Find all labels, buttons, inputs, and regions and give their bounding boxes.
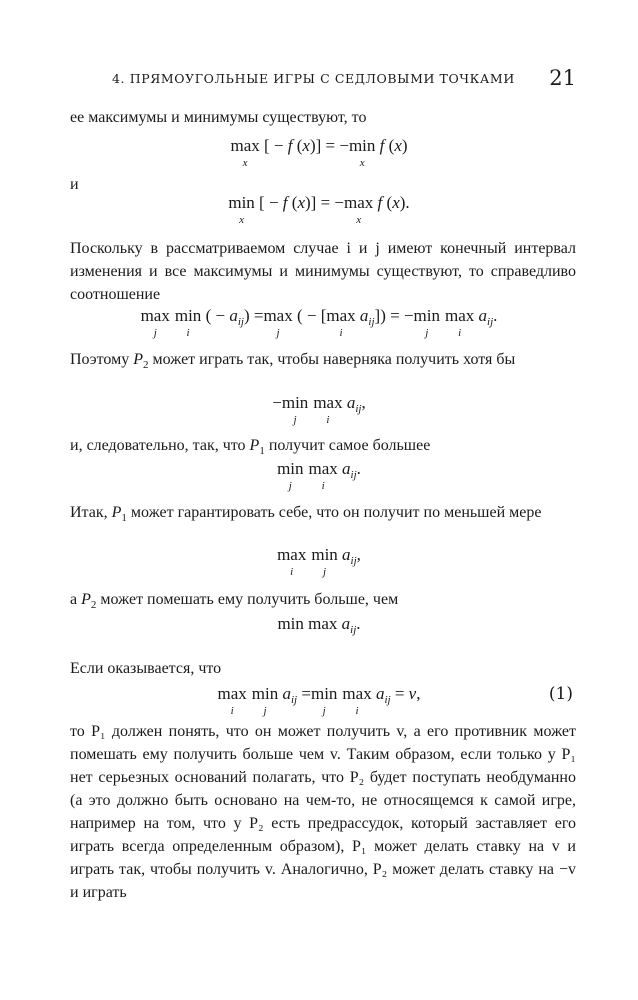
- text-line-1: ее максимумы и минимумы существуют, то: [70, 109, 367, 126]
- equation-number: (1): [548, 684, 573, 704]
- text-conjunction: и: [70, 176, 79, 193]
- paragraph-finite-interval: Поскольку в рассматриваемом случае i и j имеют конечный интервал изменения и все максимумы и минимумы существуют, то справедливо соотношение: [70, 240, 576, 303]
- formula-neg-minmax: − min j max i $a_{ij}$,: [272, 393, 366, 426]
- equation-1-saddle-value: max i min j $a_{ij}$ = min j max i $a_{ij} = v$,: [217, 684, 421, 717]
- paragraph-if-it-turns-out: Если оказывается, что: [70, 660, 222, 677]
- page-header: [0, 66, 638, 90]
- paragraph-conclusion: то P₁ должен понять, что он может получить v, а его противник может помешать ему получить больше чем v. Таким образом, если только у P₁ нет серьезных оснований полагать, что P₂ будет поступать необдуманно (а это должно быть основано на чем-то, не относящемся к самой игре, например на том, что у P₂ есть предрассудок, который заставляет его играть всегда определенным образом), P₁ может делать ставку на v и играть так, чтобы получить v. Аналогично, P₂ может делать ставку на −v и играть: [70, 723, 576, 901]
- paragraph-p2-strategy: Поэтому $P_2$ может играть так, чтобы наверняка получить хотя бы: [70, 351, 516, 371]
- formula-minmax-2: min max $a_{ij}$.: [277, 614, 361, 636]
- paragraph-p1-at-most: и, следовательно, так, что $P_1$ получит самое большее: [70, 437, 431, 457]
- formula-max-neg-f: max x [ − f (x)] = − min x f (x): [230, 136, 408, 169]
- formula-minmax: min j max i $a_{ij}$.: [277, 459, 361, 492]
- running-head: 4. ПРЯМОУГОЛЬНЫЕ ИГРЫ С СЕДЛОВЫМИ ТОЧКАМИ: [112, 71, 515, 86]
- page-number: 21: [549, 66, 576, 90]
- formula-minimax-identity: max j min i ( − $a_{ij}$) = max j ( − [ max i $a_{ij}$]) = − min j max i $a_{ij}$.: [140, 306, 498, 339]
- formula-min-neg-f: min x [ − f (x)] = − max x f (x).: [228, 193, 410, 226]
- formula-maxmin: max i min j $a_{ij}$,: [277, 545, 361, 578]
- paragraph-p1-guarantee: Итак, $P_1$ может гарантировать себе, что он получит по меньшей мере: [70, 504, 542, 524]
- paragraph-p2-prevent: а $P_2$ может помешать ему получить больше, чем: [70, 591, 399, 611]
